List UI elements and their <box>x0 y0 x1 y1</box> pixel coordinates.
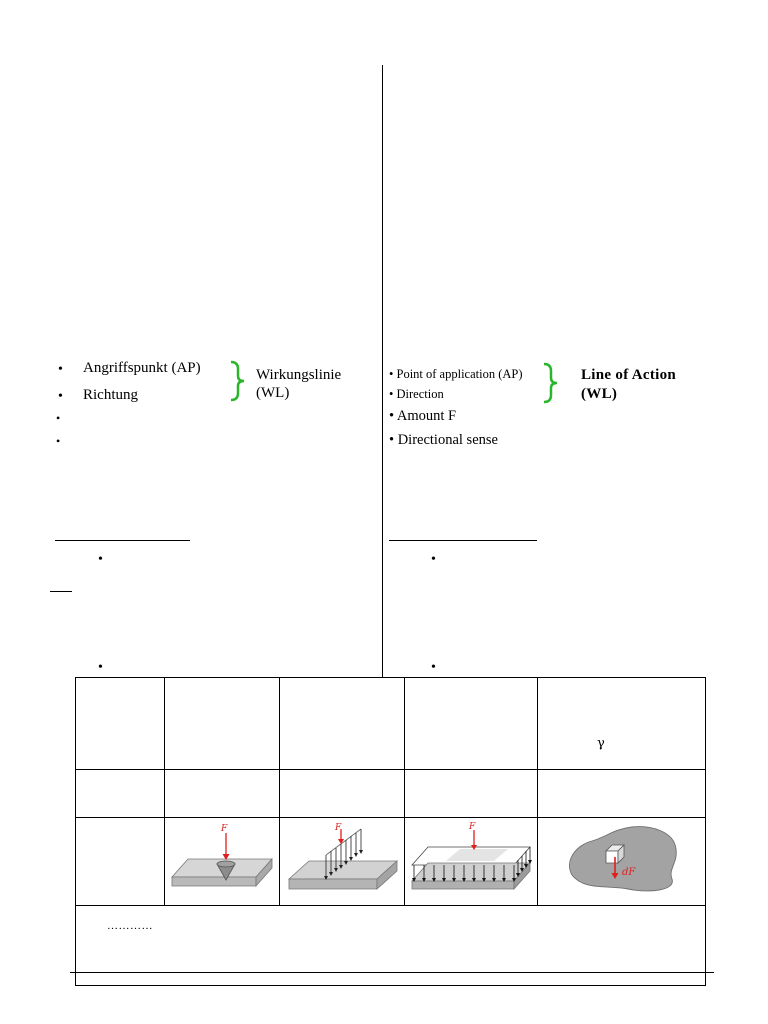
column-divider <box>382 65 383 677</box>
bullet-dot: • <box>431 660 436 675</box>
surface-load-figure-cell <box>405 818 538 906</box>
footer-dots: ………… <box>107 920 153 932</box>
bullet-directional-sense: • Directional sense <box>389 432 498 448</box>
table-cell <box>538 770 706 818</box>
table-cell <box>405 770 538 818</box>
short-underline <box>50 591 72 592</box>
point-force-figure-cell <box>165 818 280 906</box>
point-force-figure <box>168 823 276 895</box>
volume-force-figure <box>562 823 682 895</box>
table-cell <box>405 678 538 770</box>
green-brace-icon <box>228 360 248 402</box>
force-label-f: F <box>335 823 342 833</box>
bullet-amount-f: • Amount F <box>389 408 457 424</box>
bullet-dot: • <box>431 552 436 567</box>
footer-rule <box>70 972 714 973</box>
bullet-dot: • <box>98 660 103 675</box>
table-footer-cell <box>76 906 706 986</box>
surface-load-figure <box>408 821 534 897</box>
empty-bullet: • <box>56 411 61 425</box>
table-cell <box>165 770 280 818</box>
table-cell <box>76 678 165 770</box>
green-brace-icon <box>541 362 561 404</box>
heading-underline <box>389 540 537 541</box>
bullet-dot: • <box>58 389 63 404</box>
line-of-action-label: Line of Action (WL) <box>581 367 677 402</box>
table-cell <box>165 678 280 770</box>
heading-underline <box>55 540 190 541</box>
table-cell <box>280 678 405 770</box>
volume-force-figure-cell <box>538 818 706 906</box>
force-label-df: dF <box>621 867 635 878</box>
gamma-symbol: γ <box>597 736 605 751</box>
wirkungslinie-label: Wirkungslinie (WL) <box>256 367 342 401</box>
force-label-f: F <box>221 824 228 834</box>
bullet-point-of-application: • Point of application (AP) <box>389 367 523 381</box>
bullet-direction: • Direction <box>389 387 444 401</box>
table-cell <box>538 678 706 770</box>
bullet-dot: • <box>58 362 63 377</box>
table-cell <box>76 770 165 818</box>
line-load-figure <box>283 823 401 895</box>
bullet-dot: • <box>98 552 103 567</box>
bullet-richtung: Richtung <box>83 387 138 403</box>
table-cell <box>76 818 165 906</box>
force-types-table <box>75 677 706 986</box>
force-label-f: F <box>469 822 476 832</box>
table-cell <box>280 770 405 818</box>
bullet-angriffspunkt: Angriffspunkt (AP) <box>83 360 201 376</box>
line-load-figure-cell <box>280 818 405 906</box>
empty-bullet: • <box>56 434 61 448</box>
